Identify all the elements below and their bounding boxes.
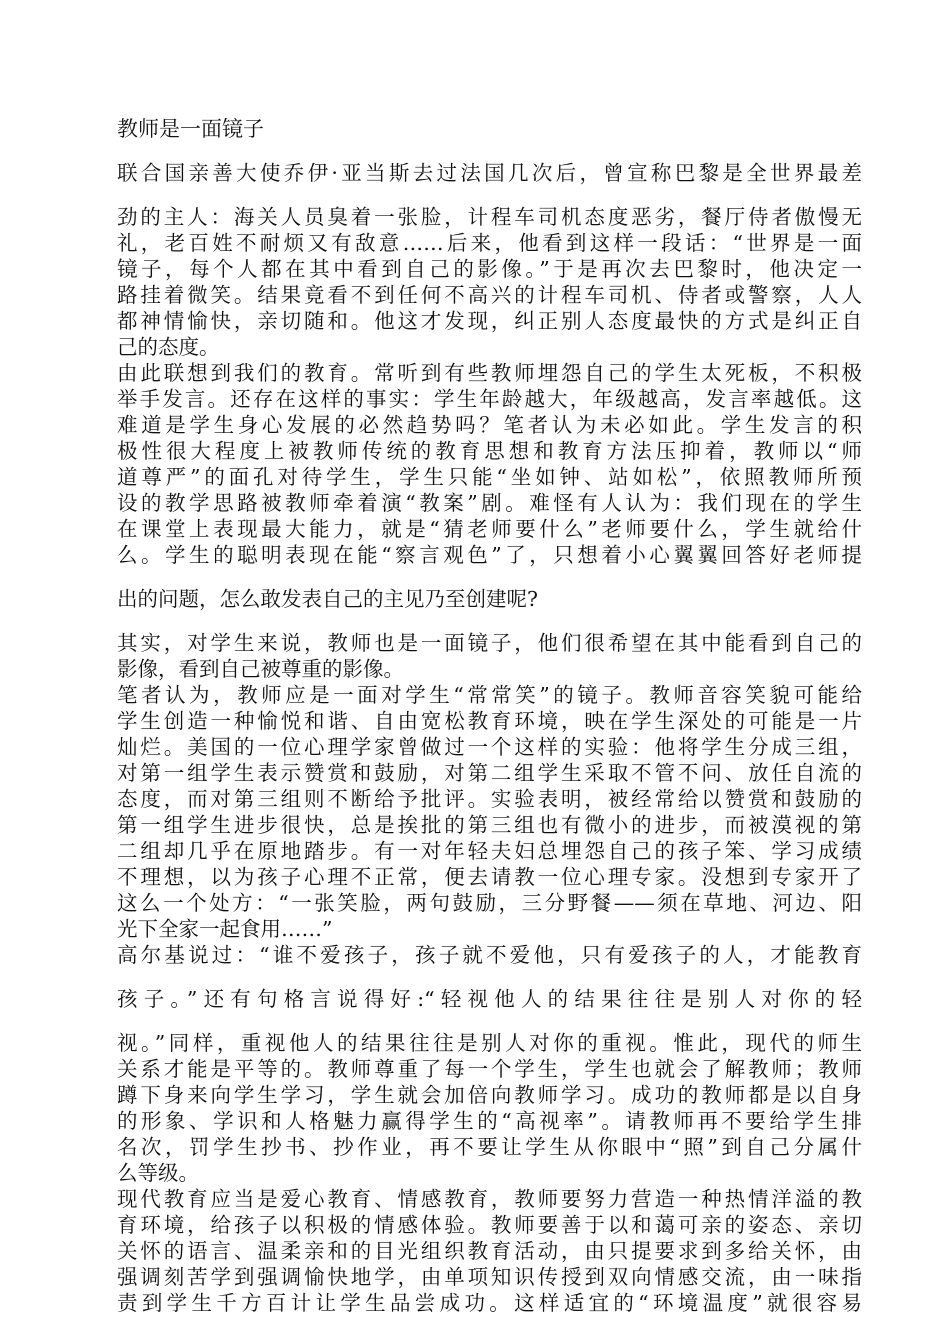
text-line: 么等级。 — [117, 1161, 199, 1185]
text-line: 劲的主人：海关人员臭着一张脸，计程车司机态度恶劣，餐厅侍者傲慢无 — [117, 205, 862, 229]
text-line: 对第一组学生表示赞赏和鼓励，对第二组学生采取不管不问、放任自流的 — [117, 761, 862, 785]
text-line: 育环境，给孩子以积极的情感体验。教师要善于以和蔼可亲的姿态、亲切 — [117, 1213, 862, 1237]
text-line: 蹲下身来向学生学习，学生就会加倍向教师学习。成功的教师都是以自身 — [117, 1083, 862, 1107]
text-line: 出的问题，怎么敢发表自己的主见乃至创建呢? — [117, 587, 538, 611]
text-line: 高尔基说过：“谁不爱孩子，孩子就不爱他，只有爱孩子的人，才能教育 — [117, 943, 862, 967]
text-line: 的形象、学识和人格魅力赢得学生的“高视率”。请教师再不要给学生排 — [117, 1109, 862, 1133]
text-line: 笔者认为，教师应是一面对学生“常常笑”的镜子。教师音容笑貌可能给 — [117, 683, 862, 707]
text-line: 第一组学生进步很快，总是挨批的第三组也有微小的进步，而被漠视的第 — [117, 813, 862, 837]
text-line: 关怀的语言、温柔亲和的目光组织教育活动，由只提要求到多给关怀，由 — [117, 1239, 862, 1263]
text-line: 在课堂上表现最大能力，就是“猜老师要什么”老师要什么，学生就给什 — [117, 517, 862, 541]
text-line: 己的态度。 — [117, 335, 220, 359]
text-line: 态度，而对第三组则不断给予批评。实验表明，被经常给以赞赏和鼓励的 — [117, 787, 862, 811]
text-line: 举手发言。还存在这样的事实：学生年龄越大，年级越高，发言率越低。这 — [117, 387, 862, 411]
text-line: 视。”同样，重视他人的结果往往是别人对你的重视。惟此，现代的师生 — [117, 1031, 862, 1055]
text-line: 影像，看到自己被尊重的影像。 — [117, 657, 404, 681]
text-line: 礼，老百姓不耐烦又有敌意……后来，他看到这样一段话：“世界是一面 — [117, 231, 862, 255]
text-line: 道尊严”的面孔对待学生，学生只能“坐如钟、站如松”，依照教师所预 — [117, 465, 862, 489]
text-line: 二组却几乎在原地踏步。有一对年轻夫妇总埋怨自己的孩子笨、学习成绩 — [117, 839, 862, 863]
text-line: 关系才能是平等的。教师尊重了每一个学生，学生也就会了解教师；教师 — [117, 1057, 862, 1081]
document-page — [117, 116, 862, 1316]
text-line: 么。学生的聪明表现在能“察言观色”了，只想着小心翼翼回答好老师提 — [117, 543, 862, 567]
text-line: 光下全家一起食用……” — [117, 917, 333, 941]
text-line: 由此联想到我们的教育。常听到有些教师埋怨自己的学生太死板，不积极 — [117, 361, 862, 385]
text-line: 强调刻苦学到强调愉快地学，由单项知识传授到双向情感交流，由一味指 — [117, 1265, 862, 1289]
text-line: 镜子，每个人都在其中看到自己的影像。”于是再次去巴黎时，他决定一 — [117, 257, 862, 281]
text-line: 名次，罚学生抄书、抄作业，再不要让学生从你眼中“照”到自己分属什 — [117, 1135, 862, 1159]
text-line: 路挂着微笑。结果竟看不到任何不高兴的计程车司机、侍者或警察，人人 — [117, 283, 862, 307]
text-line: 学生创造一种愉悦和谐、自由宽松教育环境，映在学生深处的可能是一片 — [117, 709, 862, 733]
text-line: 灿烂。美国的一位心理学家曾做过一个这样的实验：他将学生分成三组， — [117, 735, 862, 759]
text-line: 其实，对学生来说，教师也是一面镜子，他们很希望在其中能看到自己的 — [117, 631, 862, 655]
text-line: 责到学生千方百计让学生品尝成功。这样适宜的“环境温度”就很容易 — [117, 1291, 862, 1315]
text-line: 孩子。”还有句格言说得好:“轻视他人的结果往往是别人对你的轻 — [117, 987, 862, 1011]
text-line: 都神情愉快，亲切随和。他这才发现，纠正别人态度最快的方式是纠正自 — [117, 309, 862, 333]
text-line: 不理想，以为孩子心理不正常，便去请教一位心理专家。没想到专家开了 — [117, 865, 862, 889]
text-line: 难道是学生身心发展的必然趋势吗？笔者认为未必如此。学生发言的积 — [117, 413, 862, 437]
text-line: 设的教学思路被教师牵着演“教案”剧。难怪有人认为：我们现在的学生 — [117, 491, 862, 515]
text-line: 极性很大程度上被教师传统的教育思想和教育方法压抑着，教师以“师 — [117, 439, 862, 463]
text-line: 这么一个处方：“一张笑脸，两句鼓励，三分野餐——须在草地、河边、阳 — [117, 891, 862, 915]
text-line: 现代教育应当是爱心教育、情感教育，教师要努力营造一种热情洋溢的教 — [117, 1187, 862, 1211]
document-title: 教师是一面镜子 — [117, 117, 264, 141]
text-line: 联合国亲善大使乔伊·亚当斯去过法国几次后，曾宣称巴黎是全世界最差 — [117, 161, 862, 185]
